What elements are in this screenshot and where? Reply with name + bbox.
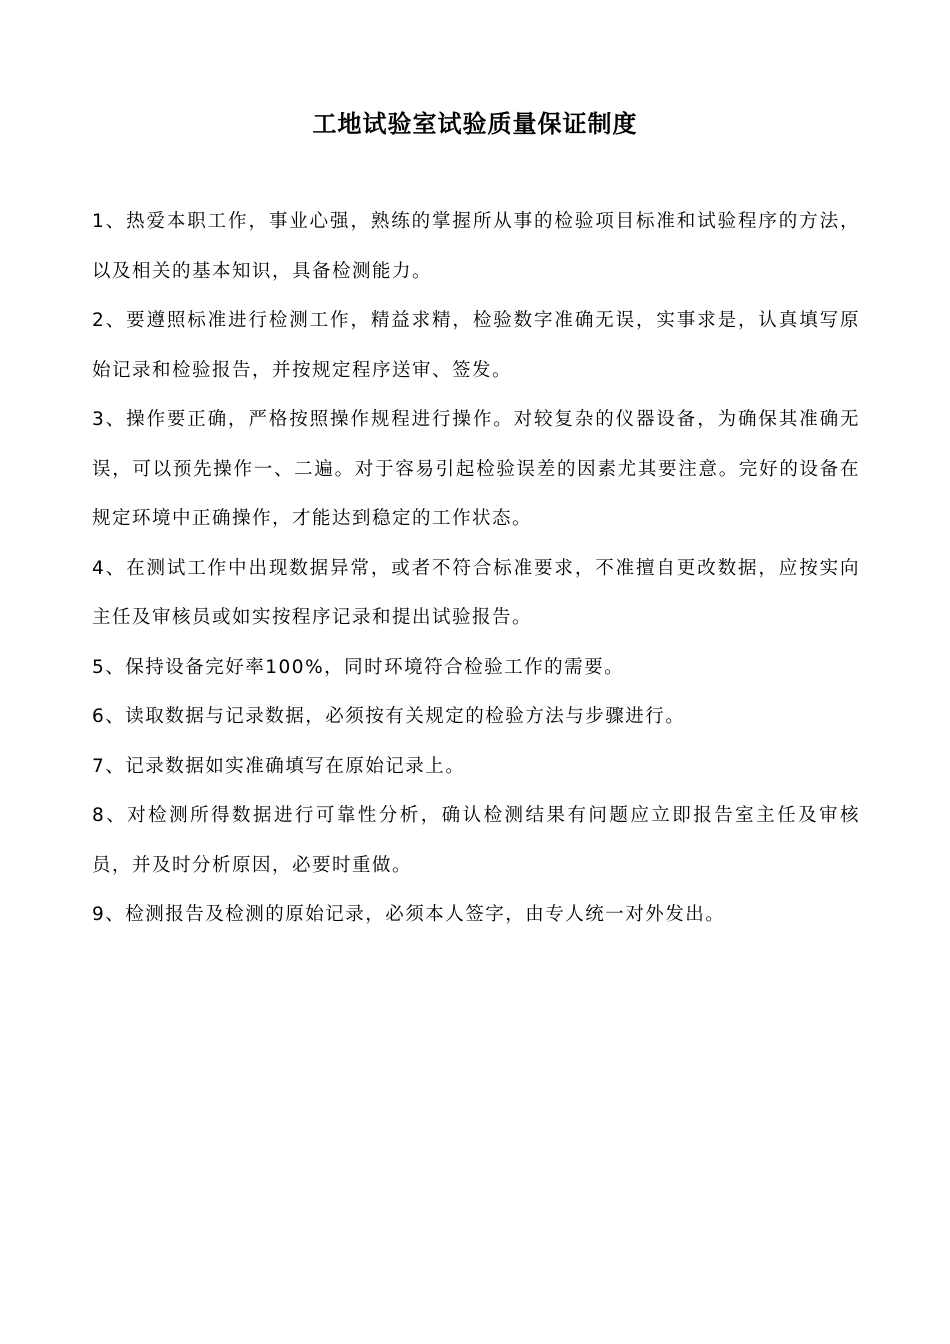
clause-3: 3、操作要正确，严格按照操作规程进行操作。对较复杂的仪器设备，为确保其准确无误，可以预先操作一、二遍。对于容易引起检验误差的因素尤其要注意。完好的设备在规定环境中正确操作，才能达到稳定的工作状态。 [92, 409, 860, 529]
clause-4: 4、在测试工作中出现数据异常，或者不符合标准要求，不准擅自更改数据，应按实向主任及审核员或如实按程序记录和提出试验报告。 [92, 557, 860, 628]
document-body [92, 197, 860, 940]
document-title: 工地试验室试验质量保证制度 [312, 110, 638, 138]
clause-8: 8、对检测所得数据进行可靠性分析，确认检测结果有问题应立即报告室主任及审核员，并及时分析原因，必要时重做。 [92, 805, 860, 876]
clause-2: 2、要遵照标准进行检测工作，精益求精，检验数字准确无误，实事求是，认真填写原始记录和检验报告，并按规定程序送审、签发。 [92, 310, 860, 381]
clause-7: 7、记录数据如实准确填写在原始记录上。 [92, 755, 466, 777]
clause-9: 9、检测报告及检测的原始记录，必须本人签字，由专人统一对外发出。 [92, 904, 726, 925]
clause-6: 6、读取数据与记录数据，必须按有关规定的检验方法与步骤进行。 [92, 706, 686, 727]
clause-1: 1、热爱本职工作，事业心强，熟练的掌握所从事的检验项目标准和试验程序的方法，以及相关的基本知识，具备检测能力。 [92, 211, 860, 282]
clause-5: 5、保持设备完好率100%，同时环境符合检验工作的需要。 [92, 656, 625, 678]
